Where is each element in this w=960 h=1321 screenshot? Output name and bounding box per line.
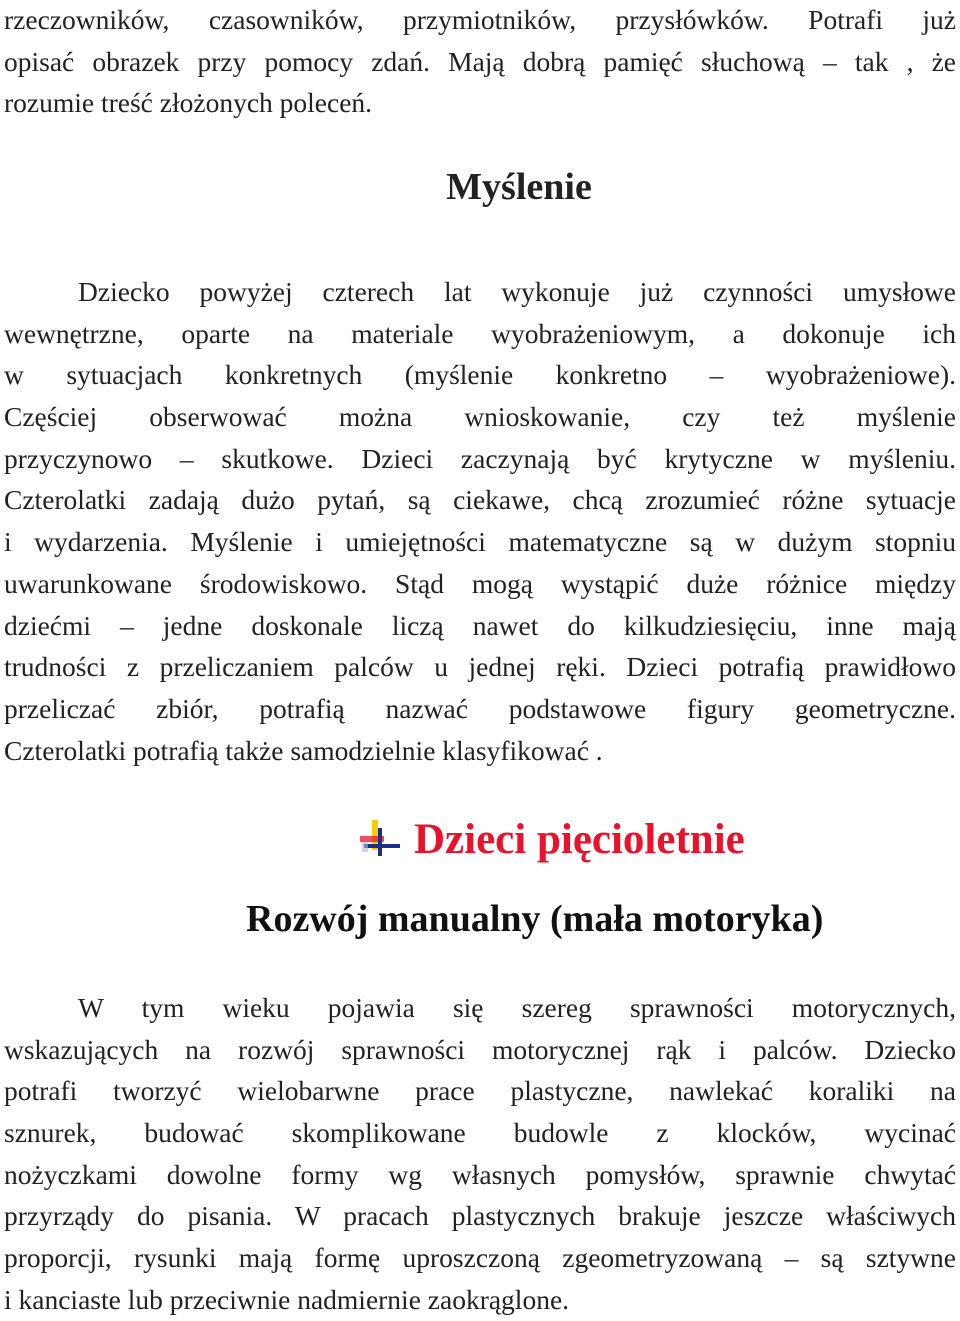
text-line: rzeczowników, czasowników, przymiotników, przysłówków. Potrafi już xyxy=(4,4,956,35)
text-line: sznurek, budować skomplikowane budowle z klocków, wycinać xyxy=(4,1117,956,1149)
text-line: i kanciaste lub przeciwnie nadmiernie zaokrąglone. xyxy=(4,1283,570,1315)
text-line: Częściej obserwować można wnioskowanie, czy też myślenie xyxy=(4,401,956,433)
myslenie-paragraph xyxy=(4,271,956,771)
text-line: i wydarzenia. Myślenie i umiejętności matematyczne są w dużym stopniu xyxy=(4,526,956,558)
text-line: opisać obrazek przy pomocy zdań. Mają dobrą pamięć słuchową – tak , że xyxy=(4,45,956,77)
text-line: w sytuacjach konkretnych (myślenie konkretno – wyobrażeniowe). xyxy=(4,359,956,391)
text-line: rozumie treść złożonych poleceń. xyxy=(4,87,373,119)
rozwoj-paragraph xyxy=(4,987,956,1321)
text-line: Dziecko powyżej czterech lat wykonuje już czynności umysłowe xyxy=(78,276,956,307)
text-line: przeliczać zbiór, potrafią nazwać podstawowe figury geometryczne. xyxy=(4,692,956,724)
text-line: Czterolatki zadają dużo pytań, są ciekawe, chcą zrozumieć różne sytuacje xyxy=(4,484,956,516)
text-line: uwarunkowane środowiskowo. Stąd mogą wystąpić duże różnice między xyxy=(4,567,956,599)
text-line: Czterolatki potrafią także samodzielnie klasyfikować . xyxy=(4,734,603,766)
cross-bullet-icon xyxy=(358,818,402,858)
heading-myslenie: Myślenie xyxy=(446,166,592,208)
heading-rozwoj-manualny: Rozwój manualny (mała motoryka) xyxy=(246,898,824,940)
text-line: wewnętrzne, oparte na materiale wyobrażeniowym, a dokonuje ich xyxy=(4,317,956,349)
text-line: W tym wieku pojawia się szereg sprawności motorycznych, xyxy=(78,992,956,1023)
text-line: proporcji, rysunki mają formę uproszczoną zgeometryzowaną – są sztywne xyxy=(4,1242,956,1274)
section-title: Dzieci pięcioletnie xyxy=(414,816,745,863)
text-line: potrafi tworzyć wielobarwne prace plastyczne, nawlekać koraliki na xyxy=(4,1075,956,1107)
text-line: przyczynowo – skutkowe. Dzieci zaczynają być krytyczne w myśleniu. xyxy=(4,442,956,474)
text-line: wskazujących na rozwój sprawności motorycznej rąk i palców. Dziecko xyxy=(4,1033,956,1065)
text-line: dziećmi – jedne doskonale liczą nawet do kilkudziesięciu, inne mają xyxy=(4,609,956,641)
text-line: przyrządy do pisania. W pracach plastycznych brakuje jeszcze właściwych xyxy=(4,1200,956,1232)
intro-paragraph xyxy=(4,0,956,124)
text-line: nożyczkami dowolne formy wg własnych pomysłów, sprawnie chwytać xyxy=(4,1158,956,1190)
text-line: trudności z przeliczaniem palców u jednej ręki. Dzieci potrafią prawidłowo xyxy=(4,651,956,683)
